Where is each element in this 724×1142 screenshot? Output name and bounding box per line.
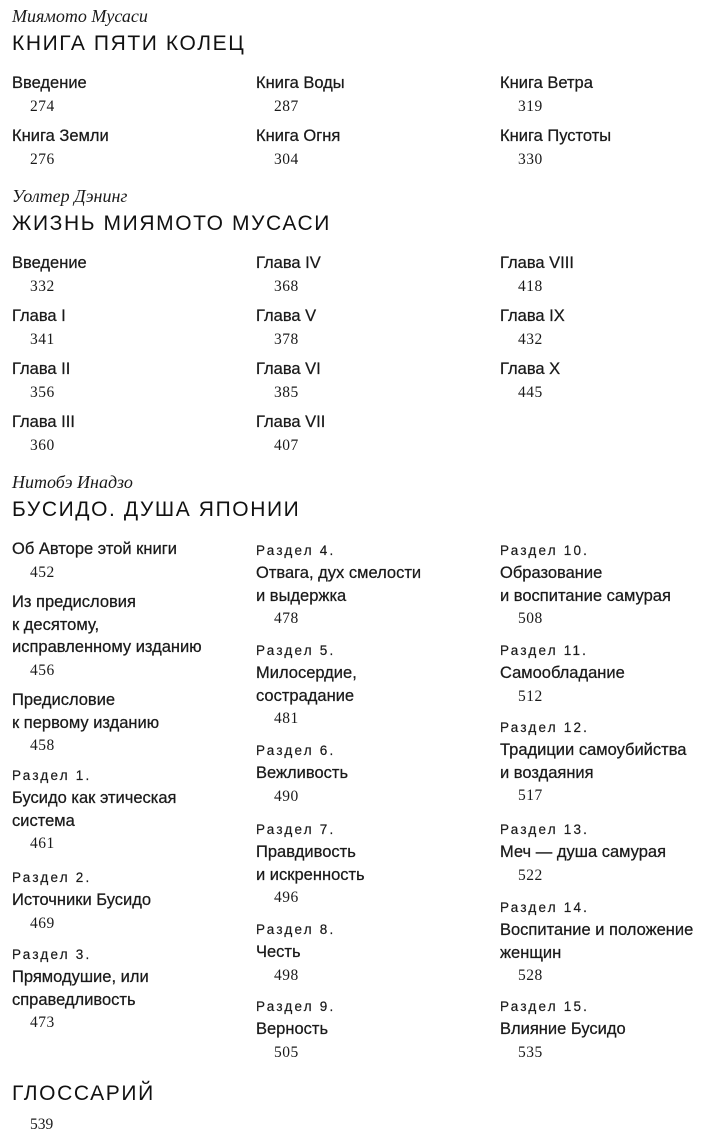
entry-title-line: и выдержка xyxy=(256,586,347,605)
entry-title-line: Милосердие, xyxy=(256,664,357,682)
toc-entry[interactable] xyxy=(500,125,724,171)
entry-title-line: Из предисловия xyxy=(12,593,136,611)
toc-entry[interactable] xyxy=(500,640,724,708)
toc-entry[interactable] xyxy=(256,125,492,171)
toc-entry[interactable] xyxy=(500,540,724,630)
entry-title-line: Правдивость xyxy=(256,843,356,861)
section-number-label: Раздел 5. xyxy=(256,643,336,658)
toc-entry[interactable] xyxy=(500,358,724,404)
entry-title-line: Глава VI xyxy=(256,360,321,378)
section-title: БУСИДО. ДУША ЯПОНИИ xyxy=(12,498,301,521)
section-number-label: Раздел 9. xyxy=(256,999,336,1014)
section-title: КНИГА ПЯТИ КОЛЕЦ xyxy=(12,32,246,55)
section-author: Миямото Мусаси xyxy=(12,6,148,26)
glossary-title: ГЛОССАРИЙ xyxy=(12,1082,155,1105)
section-number-label: Раздел 13. xyxy=(500,822,590,837)
section-number-label: Раздел 2. xyxy=(12,870,92,885)
entry-page-number: 458 xyxy=(30,737,55,754)
entry-title-line: и воспитание самурая xyxy=(500,586,671,605)
toc-entry[interactable] xyxy=(256,358,492,404)
entry-title-line: Глава IV xyxy=(256,254,321,272)
toc-entry[interactable] xyxy=(256,540,492,630)
entry-title-line: женщин xyxy=(500,943,562,962)
entry-page-number: 274 xyxy=(30,97,55,115)
entry-title-line: к первому изданию xyxy=(12,713,160,732)
toc-entry[interactable] xyxy=(256,819,492,909)
entry-page-number: 304 xyxy=(274,150,299,168)
section-author: Нитобэ Инадзо xyxy=(12,472,133,492)
section-number-label: Раздел 14. xyxy=(500,900,590,915)
toc-entry[interactable] xyxy=(12,411,248,457)
section-title: ЖИЗНЬ МИЯМОТО МУСАСИ xyxy=(12,212,331,235)
entry-title-line: Бусидо как этическая xyxy=(12,789,177,807)
entry-title-line: к десятому, xyxy=(12,615,100,634)
entry-title-line: Введение xyxy=(12,74,87,92)
entry-page-number: 452 xyxy=(30,563,55,581)
entry-title-line: Глава V xyxy=(256,307,317,325)
entry-page-number: 276 xyxy=(30,150,55,168)
entry-title-line: Книга Воды xyxy=(256,74,345,92)
entry-title-line: Самообладание xyxy=(500,664,625,682)
toc-entry[interactable] xyxy=(256,740,492,808)
entry-title-line: Книга Огня xyxy=(256,127,341,145)
entry-page-number: 319 xyxy=(518,97,543,115)
entry-title-line: Глава II xyxy=(12,360,71,378)
entry-page-number: 508 xyxy=(518,610,543,627)
entry-page-number: 478 xyxy=(274,610,299,627)
toc-entry[interactable] xyxy=(500,996,724,1064)
section-number-label: Раздел 4. xyxy=(256,543,336,558)
section-number-label: Раздел 15. xyxy=(500,999,590,1014)
toc-entry[interactable] xyxy=(12,867,248,935)
entry-title-line: сострадание xyxy=(256,686,355,705)
entry-title-line: Глава IX xyxy=(500,307,565,325)
entry-page-number: 287 xyxy=(274,97,299,115)
toc-entry[interactable] xyxy=(500,252,724,298)
entry-title-line: и воздаяния xyxy=(500,763,594,782)
toc-entry[interactable] xyxy=(500,819,724,887)
toc-entry[interactable] xyxy=(12,305,248,351)
entry-title-line: и искренность xyxy=(256,865,365,884)
toc-entry[interactable] xyxy=(12,944,248,1034)
toc-entry[interactable] xyxy=(256,305,492,351)
glossary-page-number: 539 xyxy=(30,1116,54,1133)
entry-title-line: Введение xyxy=(12,254,87,272)
section-number-label: Раздел 10. xyxy=(500,543,590,558)
section-author: Уолтер Дэнинг xyxy=(12,186,128,206)
toc-entry[interactable] xyxy=(256,411,492,457)
toc-entry[interactable] xyxy=(500,717,724,807)
entry-page-number: 385 xyxy=(274,383,299,401)
entry-title-line: Традиции самоубийства xyxy=(500,741,687,759)
section-number-label: Раздел 3. xyxy=(12,947,92,962)
toc-entry[interactable] xyxy=(12,72,248,118)
toc-entry[interactable] xyxy=(12,125,248,171)
entry-title-line: Вежливость xyxy=(256,764,349,782)
entry-page-number: 368 xyxy=(274,277,299,295)
section-number-label: Раздел 1. xyxy=(12,768,92,783)
entry-page-number: 456 xyxy=(30,661,55,679)
entry-title-line: Книга Ветра xyxy=(500,74,593,92)
entry-title-line: Честь xyxy=(256,943,301,961)
toc-entry[interactable] xyxy=(256,919,492,987)
section-number-label: Раздел 12. xyxy=(500,720,590,735)
entry-title-line: Предисловие xyxy=(12,691,116,709)
entry-title-line: система xyxy=(12,811,75,830)
entry-page-number: 469 xyxy=(30,914,55,932)
entry-title-line: Глава X xyxy=(500,360,561,378)
toc-entry[interactable] xyxy=(500,72,724,118)
entry-title-line: Влияние Бусидо xyxy=(500,1020,626,1038)
entry-title-line: Книга Земли xyxy=(12,127,109,145)
entry-page-number: 356 xyxy=(30,383,55,401)
toc-entry[interactable] xyxy=(256,996,492,1064)
entry-page-number: 535 xyxy=(518,1043,543,1061)
entry-page-number: 378 xyxy=(274,330,299,348)
entry-page-number: 505 xyxy=(274,1043,299,1061)
entry-page-number: 517 xyxy=(518,787,543,804)
entry-title-line: Образование xyxy=(500,564,603,582)
entry-title-line: Меч — душа самурая xyxy=(500,843,667,861)
entry-title-line: Отвага, дух смелости xyxy=(256,564,422,582)
entry-page-number: 496 xyxy=(274,889,299,906)
section-number-label: Раздел 6. xyxy=(256,743,336,758)
entry-title-line: Источники Бусидо xyxy=(12,891,152,909)
section-number-label: Раздел 11. xyxy=(500,643,589,658)
entry-page-number: 445 xyxy=(518,383,543,401)
entry-page-number: 418 xyxy=(518,277,543,295)
entry-title-line: Верность xyxy=(256,1020,329,1038)
entry-page-number: 360 xyxy=(30,436,55,454)
entry-title-line: Глава VII xyxy=(256,413,326,431)
toc-entry[interactable] xyxy=(12,358,248,404)
section-number-label: Раздел 8. xyxy=(256,922,336,937)
entry-title-line: Об Авторе этой книги xyxy=(12,540,177,558)
entry-page-number: 528 xyxy=(518,967,543,984)
entry-page-number: 461 xyxy=(30,835,55,852)
entry-page-number: 490 xyxy=(274,787,299,805)
entry-title-line: справедливость xyxy=(12,990,136,1009)
toc-entry[interactable] xyxy=(12,689,248,757)
entry-title-line: Воспитание и положение xyxy=(500,921,694,939)
entry-page-number: 432 xyxy=(518,330,543,348)
toc-entry[interactable] xyxy=(256,72,492,118)
toc-entry[interactable] xyxy=(12,252,248,298)
entry-page-number: 522 xyxy=(518,866,543,884)
entry-page-number: 512 xyxy=(518,687,543,705)
entry-page-number: 498 xyxy=(274,966,299,984)
entry-page-number: 341 xyxy=(30,330,55,348)
toc-entry[interactable] xyxy=(12,591,248,682)
entry-page-number: 473 xyxy=(30,1014,55,1031)
toc-entry[interactable] xyxy=(256,252,492,298)
toc-entry[interactable] xyxy=(12,538,248,584)
entry-title-line: Книга Пустоты xyxy=(500,127,612,145)
toc-entry[interactable] xyxy=(500,897,724,987)
entry-title-line: исправленному изданию xyxy=(12,638,202,656)
entry-page-number: 481 xyxy=(274,710,299,727)
entry-title-line: Глава I xyxy=(12,307,66,325)
entry-page-number: 332 xyxy=(30,277,55,295)
toc-entry[interactable] xyxy=(256,640,492,730)
entry-title-line: Прямодушие, или xyxy=(12,968,149,986)
entry-title-line: Глава III xyxy=(12,413,75,431)
toc-entry[interactable] xyxy=(500,305,724,351)
section-number-label: Раздел 7. xyxy=(256,822,336,837)
entry-page-number: 330 xyxy=(518,150,543,168)
toc-entry[interactable] xyxy=(12,765,248,855)
entry-page-number: 407 xyxy=(274,436,299,454)
entry-title-line: Глава VIII xyxy=(500,254,574,272)
